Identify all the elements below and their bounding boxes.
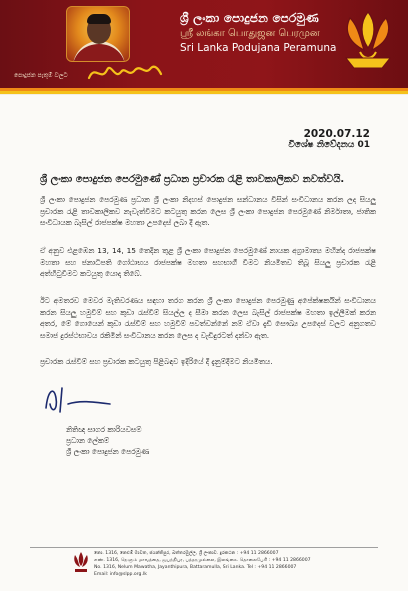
signatory-name: නිතිඥ සාගර කාරියවසම් [66,425,142,434]
footer-divider [30,547,378,548]
letter-title: ශ්‍රී ලංකා පොදුජන පෙරමුණේ ප්‍රධාන ප්‍රචාරක රැළි තාවකාලිකව නවත්වයි. [40,174,345,185]
leader-portrait [66,6,130,62]
party-name-tamil: ஸ்ரீ லங்கா பொதுஜன பெரமுன [180,28,320,39]
body-paragraph-4: ප්‍රචාරක රැස්වීම් සහ ප්‍රචාරක කටයුතු පිළිබඳව ඉදිරියේ දී දැනුම්දීමට නියමිතය. [40,357,273,366]
signatory-organization: ශ්‍රී ලංකා පොදුජන පෙරමුණ [66,447,150,456]
lotus-logo-icon [338,8,398,72]
footer-email[interactable]: Email: info@slpp.org.lk [94,572,147,577]
letterhead-banner [0,0,408,88]
body-paragraph-1: ශ්‍රී ලංකා පොදුජන පෙරමුණ ප්‍රධාන ශ්‍රී ලංකා නිදහස් පොදුජන සන්ධානය විසින් සංවිධානය කරන ලද සියලු ප්‍රචාරක රැළි තාවකාලිකව නැවැත්වීමට කටයුතු කරන ලෙස ශ්‍රී ලංකා පොදුජන පෙරමුණේ නිර්මාතෘ, ජාතික සංවිධායක බැසිල් රාජපක්ෂ මහතා උපදෙස් ලබා දී ඇත. [40,195,376,228]
footer-line-sinhala: නො. 1316, නෙළුම් මාවත, ජයන්තිපුර, බත්තරමුල්ල, ශ්‍රී ලංකාව. දුරකථන : +94 11 2866007 [94,551,279,556]
lotus-small-icon [72,550,90,576]
letter-date: 2020.07.12 [303,128,370,140]
footer-contact [94,550,394,578]
handwritten-logo-icon [85,60,165,86]
party-name-sinhala: ශ්‍රී ලංකා පොදුජන පෙරමුණ [180,11,319,25]
signatory-block [66,424,149,457]
signature-icon [40,378,120,420]
footer-line-english: No. 1316, Nelum Mawatha, Jayanthipura, Battaramulla, Sri Lanka. Tel : +94 11 2866007 [94,565,297,570]
footer-line-tamil: எண். 1316, நெளும் மாவத்தை, ஜயந்திபுர, பத்தரமுல்லை, இலங்கை. தொலைபேசி : +94 11 2866007 [94,558,311,563]
party-tagline: පොදුජන පැතුම් වලට [14,72,68,79]
signatory-position: ප්‍රධාන ලේකම් [66,436,110,445]
body-paragraph-2: ඒ අනුව එළඹෙන 13, 14, 15 තෙදින තුළ ශ්‍රී ලංකා පොදුජන පෙරමුණේ නායක අග්‍රාමාත්‍ය මහින්ද රාජපක්ෂ මහතා සහ ජනාධිපති ගෝඨාභය රාජපක්ෂ මහතා සහභාගී වීමට නියමිතව තිබූ සියලු ප්‍රචාරක රැළි අත්හිටුවීමට කටයුතු යොදා තිබේ. [40,246,376,279]
accent-stripe-light [0,94,408,95]
notice-label: විශේෂ නිවේදනය 01 [288,140,370,150]
party-name-english: Sri Lanka Podujana Peramuna [180,42,337,54]
body-paragraph-3: ඊට අමතරව මෙවර මැතිවරණය සඳහා තරග කරන ශ්‍රී ලංකා පොදුජන පෙරමුණු අපේක්ෂකයින් සංවිධානය කරන සියලු හමුවීම් සහ කුඩා රැස්වීම් සියල්ල ද සීමා කරන ලෙස බැසිල් රාජපක්ෂ මහතා ඉල්ලීමක් කරන අතර, මේ ගොයෙන් කුඩා රැස්වීම් සහ හමුවීම් පවත්වන්නේ නම් ඒවා දැඩි සෞඛ්‍ය උපදෙස් වලට අනුගතව සමාජ දුරස්ථභාවය රකිමින් සංවිධානය කරන ලෙස ද වැඩිදුරටත් දන්වා ඇත. [40,296,376,340]
